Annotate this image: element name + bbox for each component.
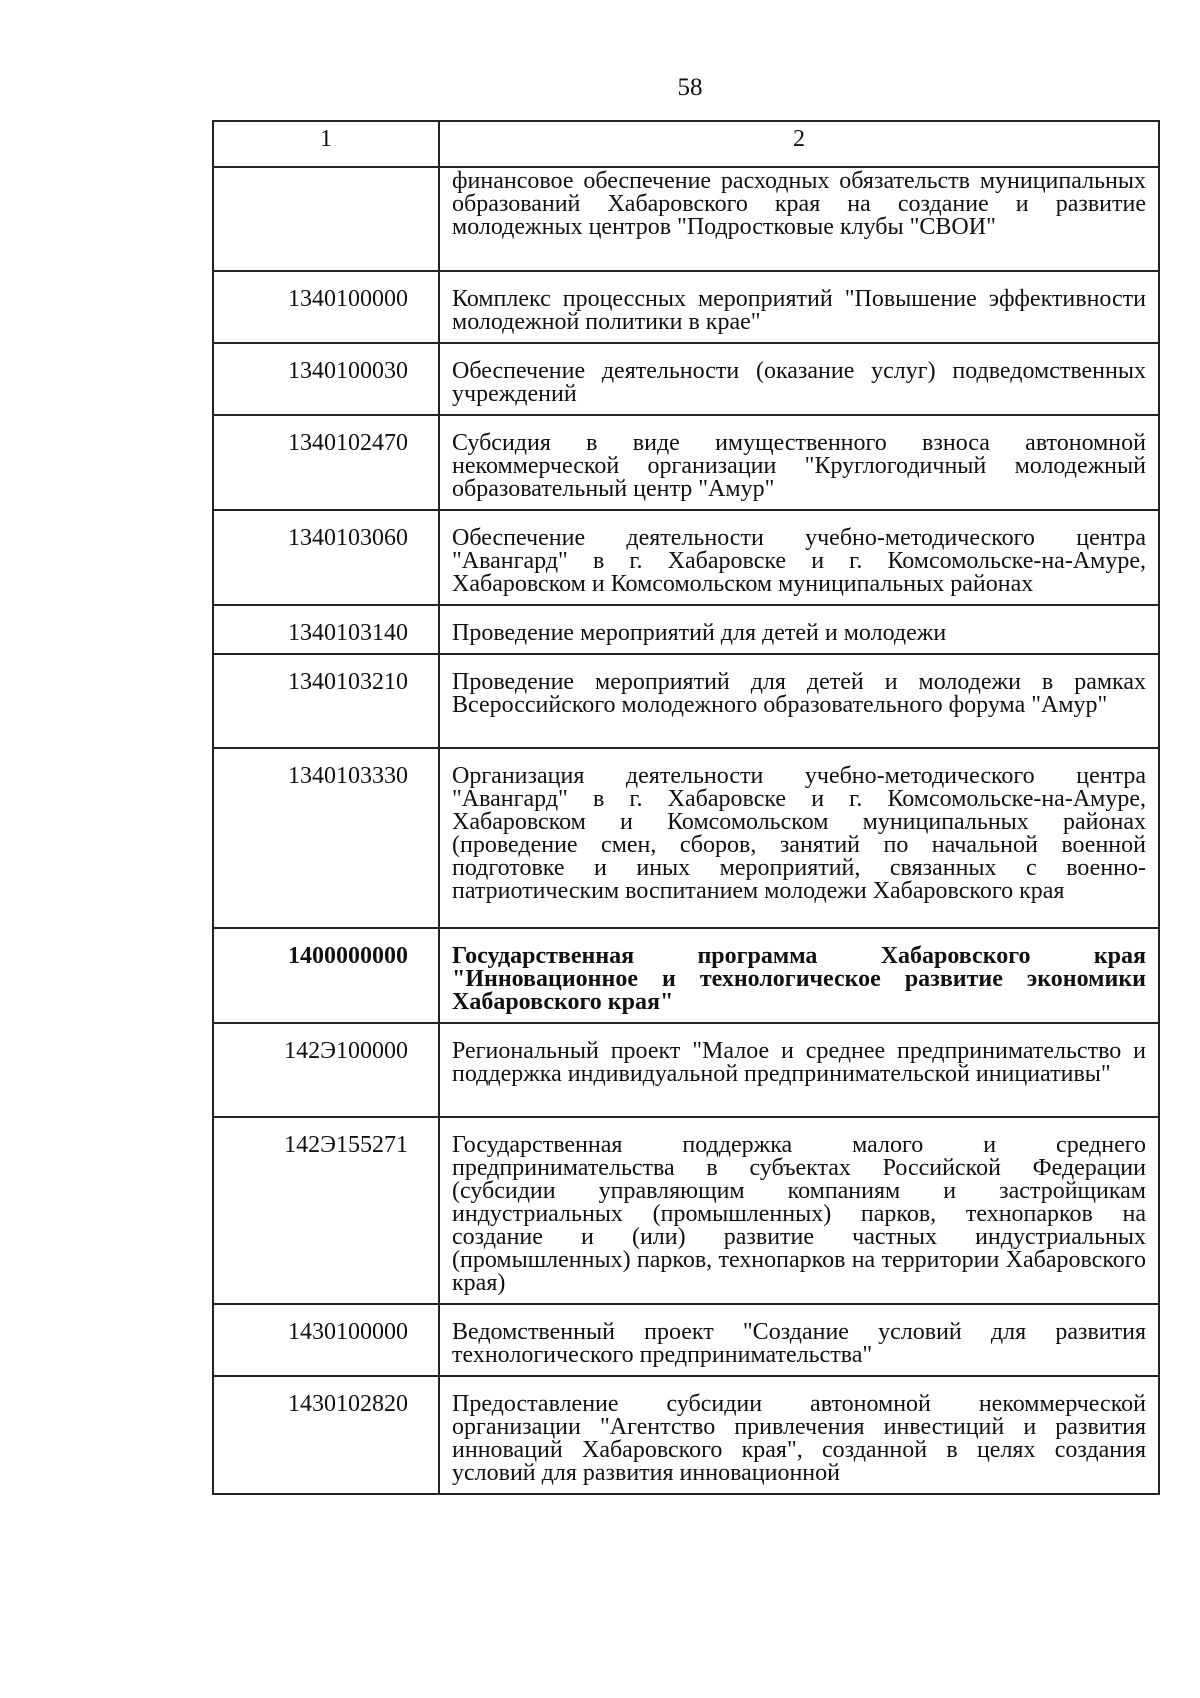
row-description-cell: Региональный проект "Малое и среднее предпринимательство и поддержка индивидуальной предпринимательской инициативы" [439, 1023, 1159, 1117]
row-description-cell: Проведение мероприятий для детей и молодежи [439, 605, 1159, 654]
page-number: 58 [677, 74, 703, 101]
row-code-cell: 1430102820 [213, 1376, 439, 1494]
table-row [213, 1117, 1159, 1304]
row-description-cell: Проведение мероприятий для детей и молодежи в рамках Всероссийского молодежного образовательного форума "Амур" [439, 654, 1159, 748]
row-description-cell: финансовое обеспечение расходных обязательств муниципальных образований Хабаровского края на создание и развитие молодежных центров "Подростковые клубы "СВОИ" [439, 167, 1159, 271]
table-row [213, 605, 1159, 654]
row-code-cell: 1430100000 [213, 1304, 439, 1376]
row-description-cell: Субсидия в виде имущественного взноса автономной некоммерческой организации "Круглогодичный молодежный образовательный центр "Амур" [439, 415, 1159, 510]
row-description-cell: Обеспечение деятельности (оказание услуг) подведомственных учреждений [439, 343, 1159, 415]
table-row [213, 343, 1159, 415]
row-code-cell: 1340100030 [213, 343, 439, 415]
table-header-row [213, 121, 1159, 167]
row-code-cell: 1340102470 [213, 415, 439, 510]
table-row [213, 510, 1159, 605]
row-code-cell: 142Э100000 [213, 1023, 439, 1117]
row-description-cell: Ведомственный проект "Создание условий для развития технологического предпринимательства" [439, 1304, 1159, 1376]
table-row [213, 1376, 1159, 1494]
row-code-cell: 1340103210 [213, 654, 439, 748]
budget-code-table [212, 120, 1160, 1495]
table-row [213, 928, 1159, 1023]
row-code-cell: 1340103060 [213, 510, 439, 605]
table-row [213, 167, 1159, 271]
row-description-cell: Комплекс процессных мероприятий "Повышение эффективности молодежной политики в крае" [439, 271, 1159, 343]
row-description-cell: Государственная программа Хабаровского края "Инновационное и технологическое развитие экономики Хабаровского края" [439, 928, 1159, 1023]
table-row [213, 1023, 1159, 1117]
row-description-cell: Обеспечение деятельности учебно-методического центра "Авангард" в г. Хабаровске и г. Комсомольске-на-Амуре, Хабаровском и Комсомольском муниципальных районах [439, 510, 1159, 605]
table-row [213, 748, 1159, 928]
table-row [213, 654, 1159, 748]
row-code-cell: 142Э155271 [213, 1117, 439, 1304]
column-header-1: 1 [213, 121, 439, 167]
row-code-cell: 1340103140 [213, 605, 439, 654]
table-row [213, 1304, 1159, 1376]
row-code-cell: 1400000000 [213, 928, 439, 1023]
row-description-cell: Государственная поддержка малого и среднего предпринимательства в субъектах Российской Федерации (субсидии управляющим компаниям и застройщикам индустриальных (промышленных) парков, технопарков на создание и (или) развитие частных индустриальных (промышленных) парков, технопарков на территории Хабаровского края) [439, 1117, 1159, 1304]
table-body [213, 167, 1159, 1494]
row-description-cell: Предоставление субсидии автономной некоммерческой организации "Агентство привлечения инвестиций и развития инноваций Хабаровского края", созданной в целях создания условий для развития инновационной [439, 1376, 1159, 1494]
table-row [213, 271, 1159, 343]
row-code-cell: 1340100000 [213, 271, 439, 343]
row-code-cell [213, 167, 439, 271]
row-code-cell: 1340103330 [213, 748, 439, 928]
table-row [213, 415, 1159, 510]
row-description-cell: Организация деятельности учебно-методического центра "Авангард" в г. Хабаровске и г. Комсомольске-на-Амуре, Хабаровском и Комсомольском муниципальных районах (проведение смен, сборов, занятий по начальной военной подготовке и иных мероприятий, связанных с военно-патриотическим воспитанием молодежи Хабаровского края [439, 748, 1159, 928]
column-header-2: 2 [439, 121, 1159, 167]
